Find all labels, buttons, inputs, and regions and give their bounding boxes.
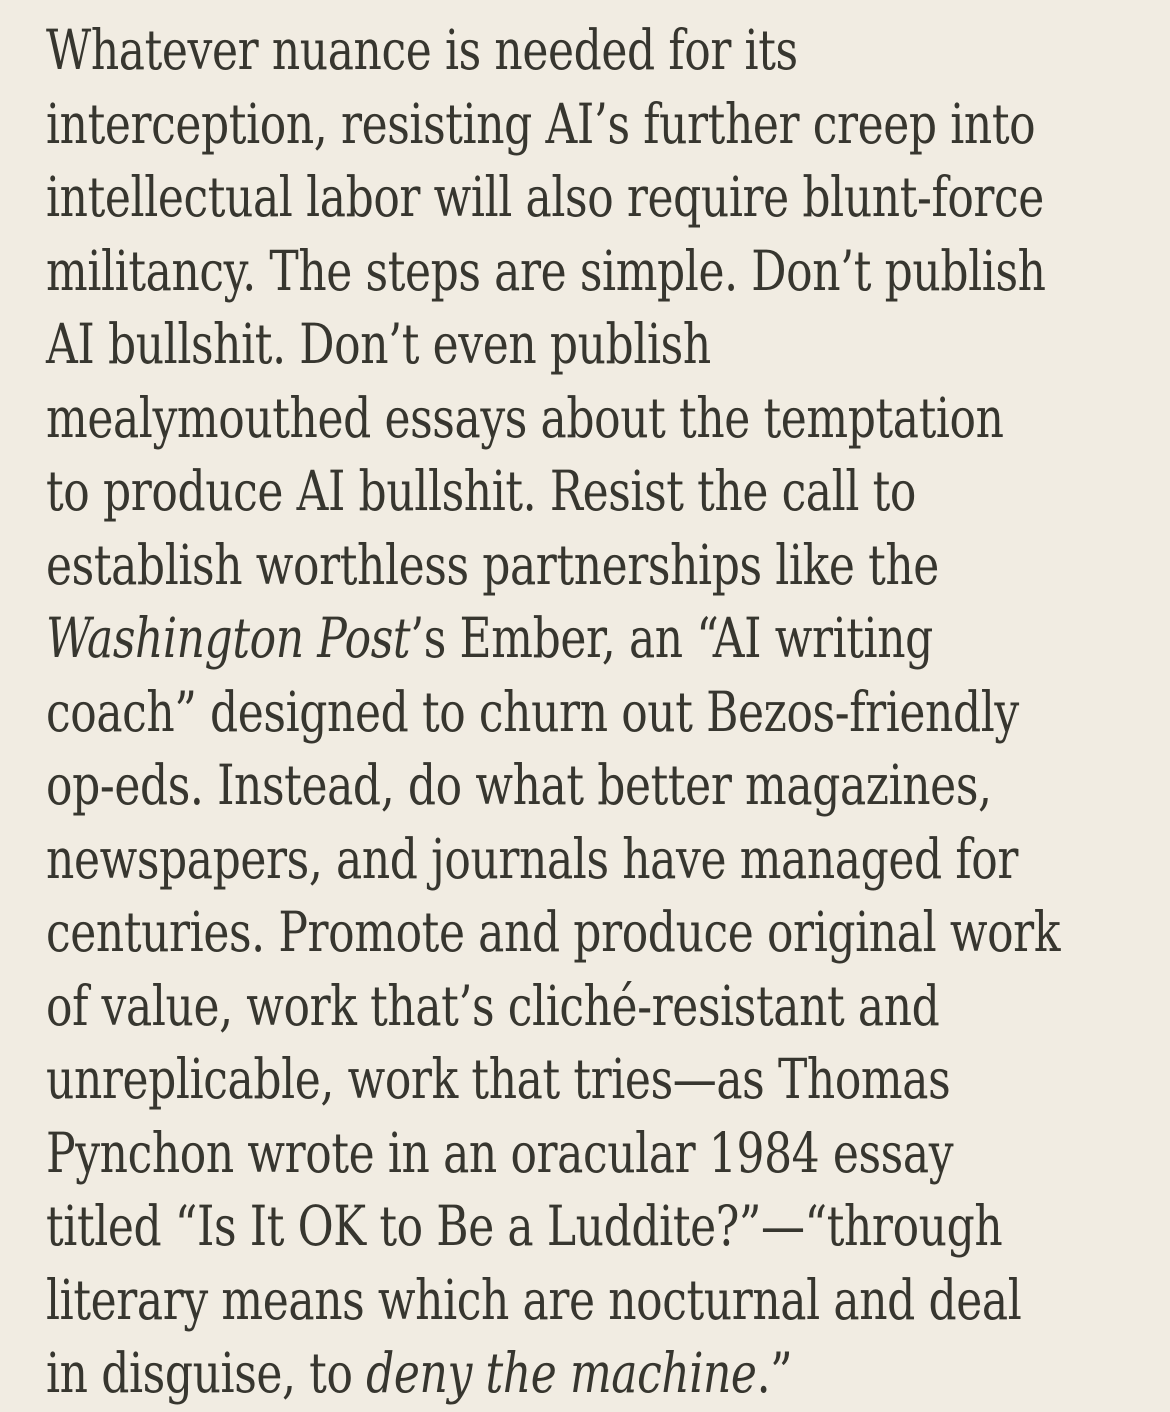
text-segment: in disguise, to [46, 1341, 367, 1405]
text-line [46, 602, 1170, 676]
text-line [46, 749, 1170, 823]
text-segment: interception, resisting AI’s further creep into [46, 91, 1036, 156]
text-line [46, 1117, 1170, 1191]
italic-text-segment: Washington Post [46, 606, 411, 670]
text-line [46, 308, 1170, 382]
text-segment: op-eds. Instead, do what better magazines, [46, 753, 992, 817]
text-line [46, 235, 1170, 309]
article-text [46, 14, 1170, 1411]
text-segment: unreplicable, work that tries—as Thomas [46, 1047, 951, 1111]
text-segment: Pynchon wrote in an oracular 1984 essay [46, 1120, 954, 1185]
text-segment: to produce AI bullshit. Resist the call to [46, 459, 916, 523]
text-segment: titled “Is It OK to Be a Luddite?”—“through [46, 1194, 1003, 1258]
text-line [46, 14, 1170, 88]
text-line [46, 970, 1170, 1044]
text-segment: militancy. The steps are simple. Don’t publish [46, 238, 1046, 303]
text-line [46, 896, 1170, 970]
text-line [46, 88, 1170, 162]
text-line [46, 1190, 1170, 1264]
text-segment: establish worthless partnerships like the [46, 532, 939, 597]
text-segment: literary means which are nocturnal and deal [46, 1267, 1022, 1332]
text-segment: AI bullshit. Don’t even publish [46, 312, 711, 376]
italic-text-segment: deny the machine [366, 1341, 757, 1405]
text-line [46, 676, 1170, 750]
text-line [46, 529, 1170, 603]
text-segment: of value, work that’s cliché-resistant and [46, 973, 940, 1038]
text-line [46, 823, 1170, 897]
text-line [46, 455, 1170, 529]
text-line [46, 1337, 1170, 1411]
text-segment: coach” designed to churn out Bezos-friendly [46, 679, 1019, 744]
text-line [46, 1264, 1170, 1338]
text-segment: centuries. Promote and produce original work [46, 900, 1061, 964]
text-segment: Whatever nuance is needed for its [46, 18, 798, 82]
text-line [46, 161, 1170, 235]
text-segment: ’s Ember, an “AI writing [410, 606, 933, 670]
text-line [46, 1043, 1170, 1117]
text-segment: .” [756, 1341, 793, 1405]
text-segment: newspapers, and journals have managed for [46, 826, 1018, 891]
text-segment: intellectual labor will also require blunt-force [46, 165, 1044, 229]
text-segment: mealymouthed essays about the temptation [46, 385, 1004, 450]
text-line [46, 382, 1170, 456]
